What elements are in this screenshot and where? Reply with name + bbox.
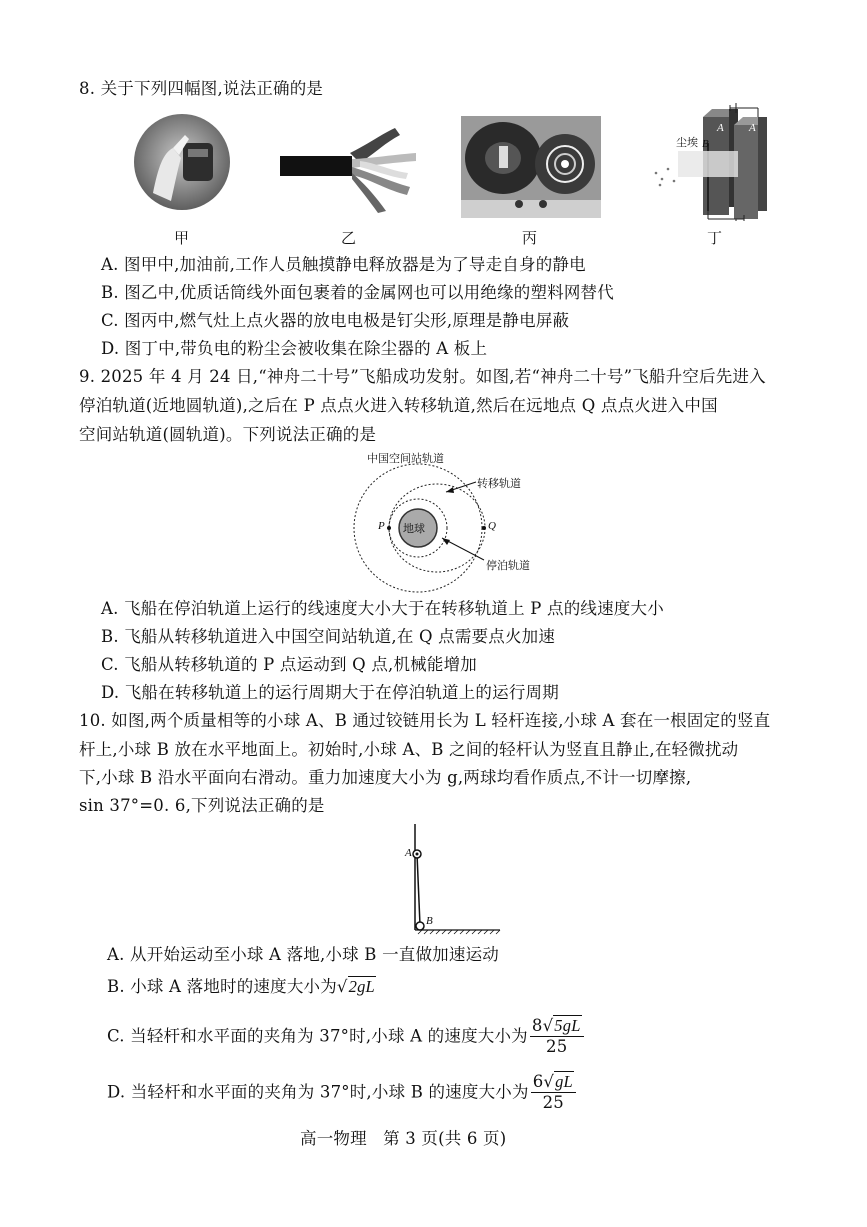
q9-option-b: B. 飞船从转移轨道进入中国空间站轨道,在 Q 点需要点火加速: [101, 627, 556, 646]
q10-option-b-text: B. 小球 A 落地时的速度大小为: [107, 977, 337, 996]
figure-label-jia: 甲: [174, 229, 190, 247]
orbit-point-p: P: [378, 520, 385, 532]
q8-option-d: D. 图丁中,带负电的粉尘会被收集在除尘器的 A 板上: [101, 339, 488, 358]
figure-ding-plate-a2: A: [749, 122, 756, 134]
q10-option-d-den: 25: [542, 1093, 565, 1112]
orbit-point-q: Q: [488, 520, 496, 532]
figure-yi-shielded-cable: [280, 123, 418, 213]
figure-ding-dust-label: 尘埃: [676, 136, 698, 149]
q8-stem: 8. 关于下列四幅图,说法正确的是: [79, 79, 324, 98]
orbit-label-transfer: 转移轨道: [477, 477, 521, 490]
q8-option-b: B. 图乙中,优质话筒线外面包裹着的金属网也可以用绝缘的塑料网替代: [101, 283, 614, 302]
figure-ding-dust-precipitator: [648, 103, 770, 221]
q10-option-d: [107, 1072, 576, 1113]
figure-ding-plate-a1: A: [717, 122, 724, 134]
q9-stem-line1: 9. 2025 年 4 月 24 日,“神舟二十号”飞船成功发射。如图,若“神舟二十号”飞船升空后先进入: [79, 367, 766, 386]
sqrt-symbol: √: [542, 1016, 554, 1035]
q9-option-a: A. 飞船在停泊轨道上运行的线速度大小大于在转移轨道上 P 点的线速度大小: [101, 599, 664, 618]
figure-label-bing: 丙: [522, 229, 538, 247]
ball-label-a: A: [405, 847, 412, 859]
sqrt-symbol: √: [543, 1072, 555, 1091]
q10-option-d-text: D. 当轻杆和水平面的夹角为 37°时,小球 B 的速度大小为: [107, 1082, 529, 1102]
q10-option-c-den: 25: [546, 1037, 568, 1056]
q10-option-c-coef: 8: [531, 1016, 543, 1035]
q10-stem-line2: 杆上,小球 B 放在水平地面上。初始时,小球 A、B 之间的轻杆认为竖直且静止,在轻微扰动: [79, 740, 739, 759]
q10-stem-line4: sin 37°=0. 6,下列说法正确的是: [79, 796, 325, 815]
q10-option-b: [107, 976, 376, 998]
q9-stem-line3: 空间站轨道(圆轨道)。下列说法正确的是: [79, 425, 377, 444]
q10-option-c: [107, 1016, 584, 1057]
q8-option-a: A. 图甲中,加油前,工作人员触摸静电释放器是为了导走自身的静电: [101, 255, 586, 274]
q10-stem-line1: 10. 如图,两个质量相等的小球 A、B 通过铰链用长为 L 轻杆连接,小球 A 套在一根固定的竖直: [79, 711, 771, 730]
q10-option-c-fraction: [530, 1016, 584, 1057]
q10-option-d-fraction: [531, 1072, 576, 1113]
q10-option-b-root: 2gL: [348, 977, 375, 996]
q9-option-c: C. 飞船从转移轨道的 P 点运动到 Q 点,机械能增加: [101, 655, 477, 674]
page-footer: 高一物理 第 3 页(共 6 页): [300, 1129, 507, 1148]
q10-option-c-text: C. 当轻杆和水平面的夹角为 37°时,小球 A 的速度大小为: [107, 1026, 528, 1046]
q10-stem-line3: 下,小球 B 沿水平面向右滑动。重力加速度大小为 g,两球均看作质点,不计一切摩擦,: [79, 768, 692, 787]
q10-option-d-coef: 6: [532, 1072, 544, 1091]
orbit-label-parking: 停泊轨道: [486, 559, 530, 572]
orbit-label-earth: 地球: [403, 522, 425, 535]
figure-bing-gas-stove: [461, 116, 601, 218]
figure-ding-electrode-b: B: [702, 138, 709, 150]
q10-option-a: A. 从开始运动至小球 A 落地,小球 B 一直做加速运动: [107, 945, 499, 964]
ball-label-b: B: [426, 915, 433, 927]
orbit-label-station: 中国空间站轨道: [367, 452, 444, 465]
q10-option-c-root: 5gL: [554, 1016, 581, 1035]
figure-label-yi: 乙: [341, 229, 357, 247]
q9-option-d: D. 飞船在转移轨道上的运行周期大于在停泊轨道上的运行周期: [101, 683, 559, 702]
q10-option-d-root: gL: [555, 1072, 573, 1091]
figure-rod-balls: [400, 822, 505, 942]
figure-jia-static-discharger: [133, 113, 231, 211]
figure-label-ding: 丁: [707, 229, 723, 247]
q9-stem-line2: 停泊轨道(近地圆轨道),之后在 P 点点火进入转移轨道,然后在远地点 Q 点点火进入中国: [79, 396, 718, 415]
q8-option-c: C. 图丙中,燃气灶上点火器的放电电极是钉尖形,原理是静电屏蔽: [101, 311, 570, 330]
sqrt-symbol: √: [336, 977, 348, 996]
